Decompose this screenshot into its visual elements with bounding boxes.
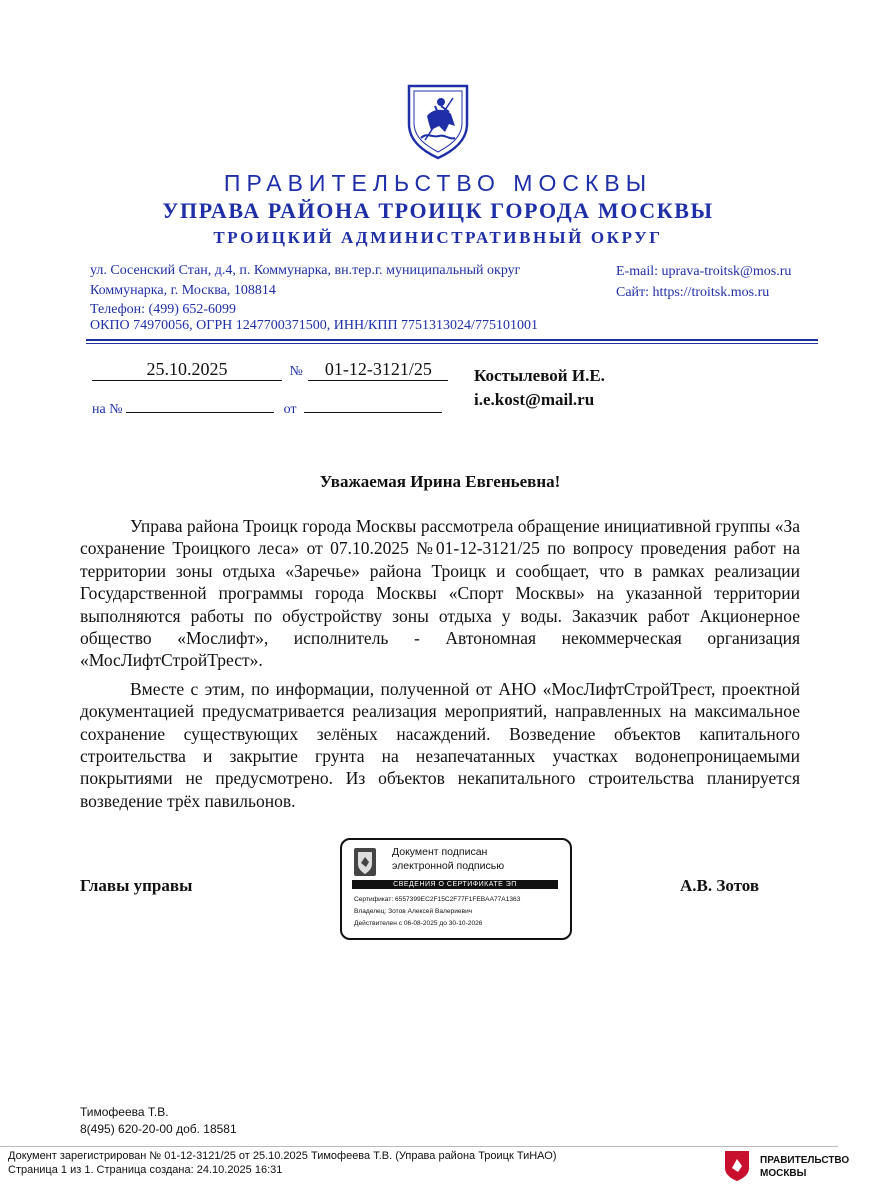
- footer-line-2: Страница 1 из 1. Страница создана: 24.10.2025 16:31: [8, 1164, 283, 1176]
- paragraph-2: Вместе с этим, по информации, полученной от АНО «МосЛифтСтройТрест, проектной документацией предусматривается реализация мероприятий, направленных на максимальное сохранение существующих зелёных насаждений. Возведение объектов капитального строительства и закрытие грунта на незапечатанных участках водонепроницаемыми покрытиями не предусмотрено. Из объектов некапитального строительства планируется возведение трёх павильонов.: [80, 678, 800, 811]
- reference-date-field: [304, 398, 442, 413]
- executor-block: [80, 1104, 237, 1138]
- electronic-signature-stamp: [340, 838, 572, 940]
- signatory-name: А.В. Зотов: [680, 876, 759, 895]
- from-label: от: [283, 402, 297, 417]
- email: E-mail: uprava-troitsk@mos.ru: [616, 264, 792, 279]
- esign-title-1: Документ подписан: [392, 846, 488, 858]
- address-block: [90, 261, 610, 320]
- address-line-1: ул. Сосенский Стан, д.4, п. Коммунарка, вн.тер.г. муниципальный округ: [90, 263, 521, 278]
- esign-owner: Владелец: Зотов Алексей Валериевич: [354, 908, 473, 915]
- addressee-email: i.e.kost@mail.ru: [474, 390, 595, 409]
- number-label: №: [289, 364, 303, 379]
- executor-phone: 8(495) 620-20-00 доб. 18581: [80, 1122, 237, 1136]
- header-divider-thin: [86, 343, 818, 344]
- moscow-government-logo-text: [760, 1154, 849, 1180]
- footer-line-1: Документ зарегистрирован № 01-12-3121/25 от 25.10.2025 Тимофеева Т.В. (Управа района Троицк ТиНАО): [8, 1150, 557, 1162]
- greeting: Уважаемая Ирина Евгеньевна!: [319, 472, 561, 491]
- esign-certificate-bar: СВЕДЕНИЯ О СЕРТИФИКАТЕ ЭП: [352, 880, 558, 889]
- addressee-name: Костылевой И.Е.: [474, 366, 605, 385]
- header-divider: [86, 339, 818, 341]
- registration-date: 25.10.2025: [92, 358, 282, 381]
- government-title: ПРАВИТЕЛЬСТВО МОСКВЫ: [223, 170, 653, 196]
- organization-title: УПРАВА РАЙОНА ТРОИЦК ГОРОДА МОСКВЫ: [162, 198, 714, 223]
- letter-body: [80, 515, 800, 818]
- organization-codes: ОКПО 74970056, ОГРН 1247700371500, ИНН/КПП 7751313024/775101001: [90, 318, 538, 333]
- paragraph-1: Управа района Троицк города Москвы рассмотрела обращение инициативной группы «За сохранение Троицкого леса» от 07.10.2025 №01-12-3121/25 по вопросу проведения работ на территории зоны отдыха «Заречье» района Троицк и сообщает, что в рамках реализации Государственной программы города Москвы «Спорт Москвы» на указанной территории выполняются работы по обустройству зоны отдыха у воды. Заказчик работ Акционерное общество «Мослифт», исполнитель - Автономная некоммерческая организация «МосЛифтСтройТрест».: [80, 516, 800, 671]
- signatory-position: Главы управы: [80, 876, 193, 895]
- esign-title-2: электронной подписью: [392, 860, 505, 872]
- website: Сайт: https://troitsk.mos.ru: [616, 285, 770, 300]
- reference-row: [92, 398, 442, 418]
- moscow-coat-of-arms-icon: [405, 82, 471, 160]
- logo-line-1: ПРАВИТЕЛЬСТВО: [760, 1155, 850, 1166]
- address-line-2: Коммунарка, г. Москва, 108814: [90, 282, 276, 298]
- footer-divider: [0, 1146, 838, 1147]
- logo-line-2: МОСКВЫ: [760, 1168, 807, 1179]
- addressee-block: [474, 364, 605, 412]
- moscow-government-logo-icon: [724, 1150, 750, 1182]
- registration-number: 01-12-3121/25: [308, 358, 448, 381]
- executor-name: Тимофеева Т.В.: [80, 1105, 169, 1119]
- district-title: ТРОИЦКИЙ АДМИНИСТРАТИВНЫЙ ОКРУГ: [213, 228, 663, 247]
- reference-number-field: [126, 398, 274, 413]
- esign-certificate: Сертификат: 6557399EC2F15C2F77F1FEBAA77A1363: [354, 896, 521, 903]
- reference-label: на №: [92, 402, 123, 417]
- phone: Телефон: (499) 652-6099: [90, 302, 237, 317]
- registration-footer: [8, 1149, 557, 1177]
- esign-validity: Действителен с 06-08-2025 до 30-10-2026: [354, 920, 483, 927]
- moscow-emblem-icon: [354, 848, 376, 876]
- contacts-block: [616, 261, 791, 303]
- registration-row: [92, 358, 448, 381]
